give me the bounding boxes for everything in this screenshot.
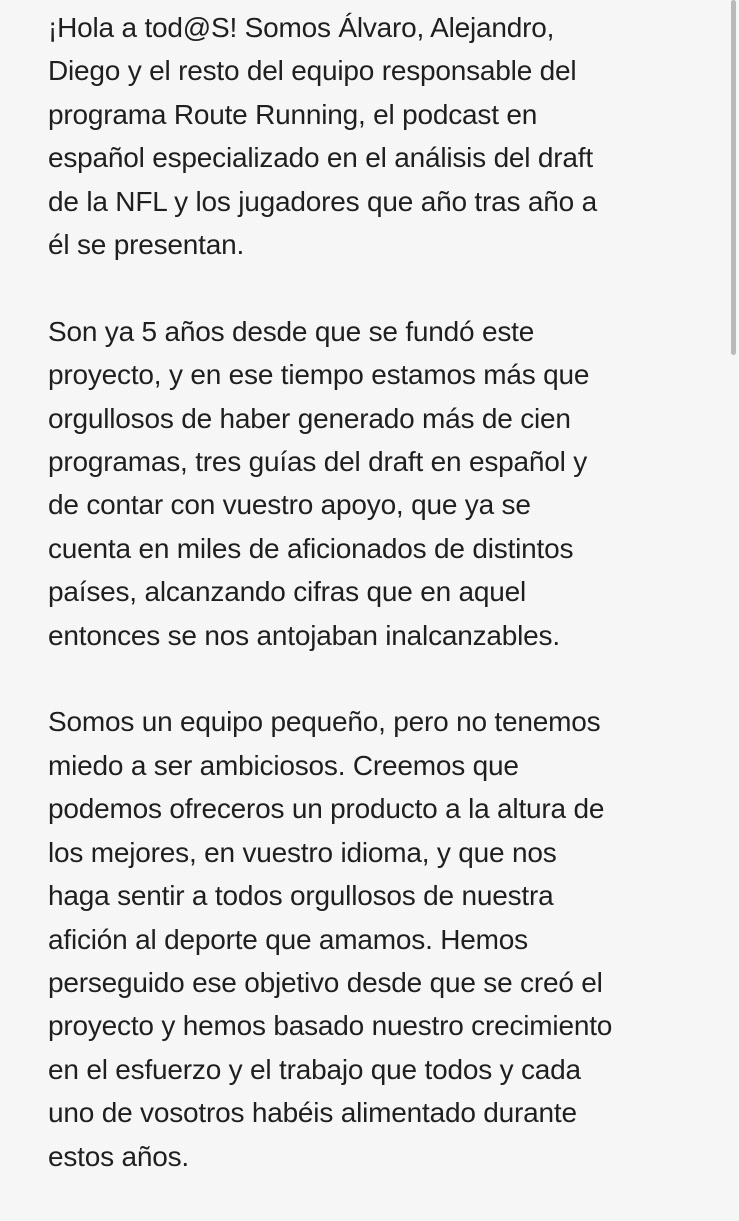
text-line: de la NFL y los jugadores que año tras año a: [48, 185, 597, 217]
text-line: los mejores, en vuestro idioma, y que nos: [48, 836, 557, 868]
paragraph-intro: [48, 6, 728, 266]
text-line: en el esfuerzo y el trabajo que todos y cada: [48, 1053, 581, 1085]
text-line: cuenta en miles de aficionados de distintos: [48, 532, 574, 564]
vertical-scrollbar[interactable]: [731, 0, 736, 355]
text-line: él se presentan.: [48, 229, 245, 261]
text-line: de contar con vuestro apoyo, que ya se: [48, 489, 531, 521]
text-line: haga sentir a todos orgullosos de nuestra: [48, 880, 554, 912]
text-line: programas, tres guías del draft en español y: [48, 446, 588, 478]
paragraph-history: [48, 310, 728, 657]
text-line: uno de vosotros habéis alimentado durante: [48, 1097, 577, 1129]
text-line: entonces se nos antojaban inalcanzables.: [48, 619, 560, 651]
text-line: español especializado en el análisis del draft: [48, 142, 593, 174]
text-line: perseguido ese objetivo desde que se creó el: [48, 966, 603, 998]
text-line: Somos un equipo pequeño, pero no tenemos: [48, 706, 601, 738]
paragraph-team: [48, 700, 728, 1177]
text-line: proyecto y hemos basado nuestro crecimiento: [48, 1010, 613, 1042]
text-line: miedo a ser ambiciosos. Creemos que: [48, 749, 519, 781]
text-line: ¡Hola a tod@S! Somos Álvaro, Alejandro,: [48, 12, 555, 43]
text-line: estos años.: [48, 1140, 189, 1172]
text-line: orgullosos de haber generado más de cien: [48, 402, 571, 434]
note-body[interactable]: [48, 6, 728, 1221]
text-line: proyecto, y en ese tiempo estamos más que: [48, 359, 590, 391]
text-line: programa Route Running, el podcast en: [48, 98, 538, 130]
text-line: Diego y el resto del equipo responsable del: [48, 55, 577, 87]
text-line: podemos ofreceros un producto a la altura de: [48, 793, 605, 825]
text-line: afición al deporte que amamos. Hemos: [48, 923, 528, 955]
text-line: países, alcanzando cifras que en aquel: [48, 576, 527, 608]
text-line: Son ya 5 años desde que se fundó este: [48, 315, 535, 347]
